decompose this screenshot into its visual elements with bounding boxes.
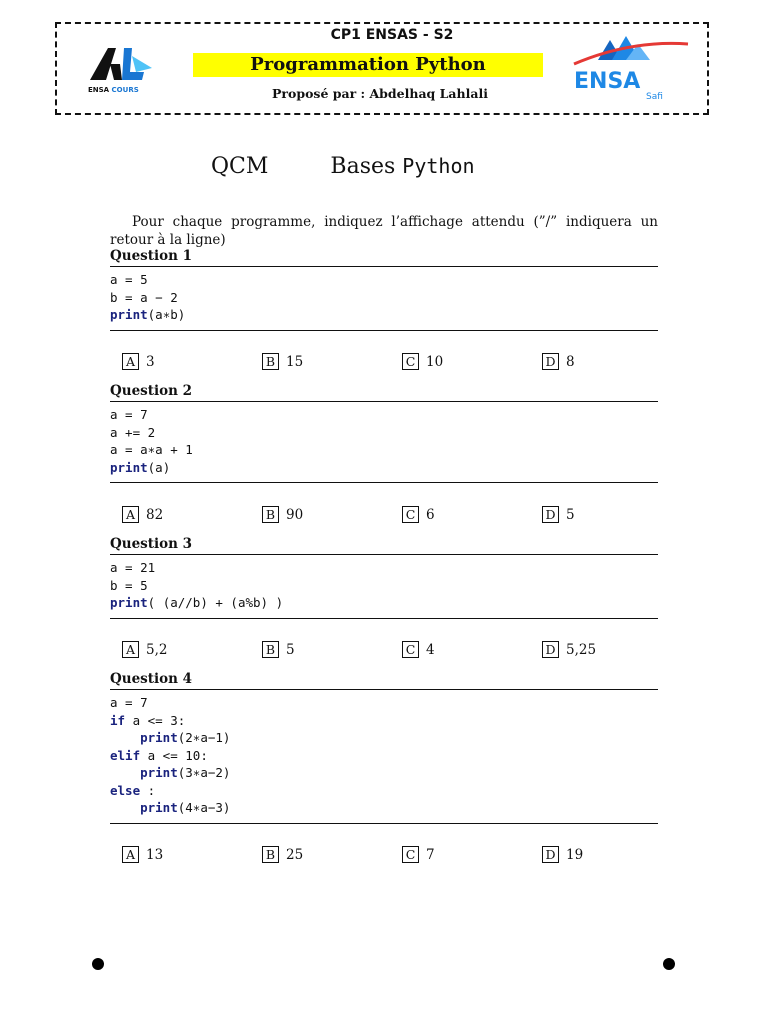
code-text: b = 5 bbox=[110, 577, 148, 593]
code-text: (a) bbox=[147, 459, 171, 475]
code-block bbox=[110, 402, 658, 482]
code-text: a = a∗a + 1 bbox=[110, 442, 193, 457]
question-title: Question 2 bbox=[110, 383, 193, 399]
divider bbox=[110, 618, 658, 619]
code-text: a = 7 bbox=[110, 695, 148, 710]
code-text: a = 7 bbox=[110, 407, 148, 422]
code-keyword: print bbox=[140, 730, 178, 745]
code-line bbox=[110, 441, 658, 459]
option-value: 5 bbox=[566, 506, 575, 523]
option-letter-box[interactable]: B bbox=[262, 353, 279, 370]
corner-marker-right bbox=[663, 958, 675, 970]
option-letter-box[interactable]: A bbox=[122, 506, 139, 523]
code-line bbox=[110, 729, 658, 747]
course-label: CP1 ENSAS - S2 bbox=[330, 27, 454, 43]
code-line bbox=[110, 459, 658, 477]
ensa-cours-logo bbox=[86, 42, 158, 96]
option-value: 82 bbox=[146, 506, 164, 523]
option-value: 7 bbox=[426, 846, 435, 863]
option-letter-box[interactable]: D bbox=[542, 506, 559, 523]
code-keyword: print bbox=[140, 800, 178, 815]
code-line bbox=[110, 782, 658, 800]
option-value: 5,2 bbox=[146, 641, 168, 658]
author-line: Proposé par : Abdelhaq Lahlali bbox=[272, 86, 488, 101]
option-letter-box[interactable]: D bbox=[542, 353, 559, 370]
code-text: (2∗a−1) bbox=[177, 730, 231, 745]
option-c[interactable] bbox=[402, 641, 435, 658]
question-title: Question 4 bbox=[110, 671, 193, 687]
code-line bbox=[110, 406, 658, 424]
option-b[interactable] bbox=[262, 846, 303, 863]
code-text: (3∗a−2) bbox=[177, 765, 231, 780]
option-letter-box[interactable]: C bbox=[402, 846, 419, 863]
option-value: 5 bbox=[286, 641, 295, 658]
code-text: ( (a//b) + (a%b) ) bbox=[147, 595, 284, 610]
question-2 bbox=[110, 383, 658, 483]
option-d[interactable] bbox=[542, 846, 583, 863]
option-value: 4 bbox=[426, 641, 435, 658]
code-keyword: print bbox=[140, 765, 178, 780]
option-a[interactable] bbox=[122, 353, 155, 370]
code-line bbox=[110, 712, 658, 730]
code-text: b = a − 2 bbox=[110, 289, 178, 305]
code-line bbox=[110, 747, 658, 765]
code-line bbox=[110, 577, 658, 595]
logo-left-text: ENSA COURS bbox=[88, 86, 139, 94]
option-value: 90 bbox=[286, 506, 304, 523]
option-b[interactable] bbox=[262, 641, 295, 658]
title-sub: Bases bbox=[330, 154, 396, 179]
option-a[interactable] bbox=[122, 506, 163, 523]
code-block bbox=[110, 555, 658, 618]
option-value: 6 bbox=[426, 506, 435, 523]
code-keyword: print bbox=[110, 459, 148, 475]
code-keyword: print bbox=[110, 307, 148, 322]
instructions: Pour chaque programme, indiquez l’affichage attendu (”/” indiquera un retour à la ligne) bbox=[110, 214, 658, 248]
option-letter-box[interactable]: B bbox=[262, 641, 279, 658]
option-a[interactable] bbox=[122, 846, 163, 863]
option-letter-box[interactable]: B bbox=[262, 506, 279, 523]
option-letter-box[interactable]: C bbox=[402, 506, 419, 523]
code-text: (4∗a−3) bbox=[177, 800, 231, 815]
code-keyword: else bbox=[110, 782, 141, 798]
option-value: 13 bbox=[146, 846, 164, 863]
code-text: a = 5 bbox=[110, 272, 148, 287]
option-d[interactable] bbox=[542, 641, 596, 658]
code-line bbox=[110, 764, 658, 782]
code-text: a = 21 bbox=[110, 560, 156, 575]
code-line bbox=[110, 594, 658, 612]
page-title bbox=[211, 154, 475, 179]
option-value: 15 bbox=[286, 353, 304, 370]
title-sub-mono: Python bbox=[402, 154, 475, 178]
divider bbox=[110, 482, 658, 483]
option-letter-box[interactable]: C bbox=[402, 641, 419, 658]
option-value: 3 bbox=[146, 353, 155, 370]
code-line bbox=[110, 694, 658, 712]
option-letter-box[interactable]: D bbox=[542, 846, 559, 863]
option-a[interactable] bbox=[122, 641, 167, 658]
option-letter-box[interactable]: B bbox=[262, 846, 279, 863]
option-value: 8 bbox=[566, 353, 575, 370]
option-c[interactable] bbox=[402, 506, 435, 523]
code-keyword: if bbox=[110, 712, 126, 728]
option-value: 25 bbox=[286, 846, 304, 863]
option-d[interactable] bbox=[542, 506, 575, 523]
question-title: Question 1 bbox=[110, 248, 193, 264]
logo-right-text: ENSA bbox=[574, 69, 641, 94]
option-value: 10 bbox=[426, 353, 444, 370]
code-text: (a∗b) bbox=[147, 307, 186, 322]
divider bbox=[110, 330, 658, 331]
option-letter-box[interactable]: A bbox=[122, 353, 139, 370]
code-line bbox=[110, 799, 658, 817]
question-3 bbox=[110, 536, 658, 619]
option-d[interactable] bbox=[542, 353, 575, 370]
option-value: 19 bbox=[566, 846, 584, 863]
code-text: a += 2 bbox=[110, 424, 156, 440]
option-letter-box[interactable]: C bbox=[402, 353, 419, 370]
code-text: a <= 10: bbox=[140, 747, 208, 763]
option-letter-box[interactable]: A bbox=[122, 641, 139, 658]
question-title: Question 3 bbox=[110, 536, 193, 552]
option-value: 5,25 bbox=[566, 641, 597, 658]
logo-right-sub: Safi bbox=[646, 92, 663, 102]
code-text: : bbox=[140, 782, 156, 798]
code-text: a <= 3: bbox=[125, 712, 186, 728]
option-c[interactable] bbox=[402, 353, 443, 370]
option-letter-box[interactable]: A bbox=[122, 846, 139, 863]
code-keyword: print bbox=[110, 595, 148, 610]
code-line bbox=[110, 424, 658, 442]
code-block bbox=[110, 690, 658, 823]
code-line bbox=[110, 559, 658, 577]
option-b[interactable] bbox=[262, 506, 303, 523]
divider bbox=[110, 823, 658, 824]
code-keyword: elif bbox=[110, 747, 141, 763]
code-line bbox=[110, 306, 658, 324]
option-c[interactable] bbox=[402, 846, 435, 863]
option-letter-box[interactable]: D bbox=[542, 641, 559, 658]
code-line bbox=[110, 271, 658, 289]
question-1 bbox=[110, 248, 658, 331]
course-title: Programmation Python bbox=[193, 53, 543, 77]
code-block bbox=[110, 267, 658, 330]
code-line bbox=[110, 289, 658, 307]
option-b[interactable] bbox=[262, 353, 303, 370]
question-4 bbox=[110, 671, 658, 824]
corner-marker-left bbox=[92, 958, 104, 970]
title-main: QCM bbox=[211, 154, 269, 179]
